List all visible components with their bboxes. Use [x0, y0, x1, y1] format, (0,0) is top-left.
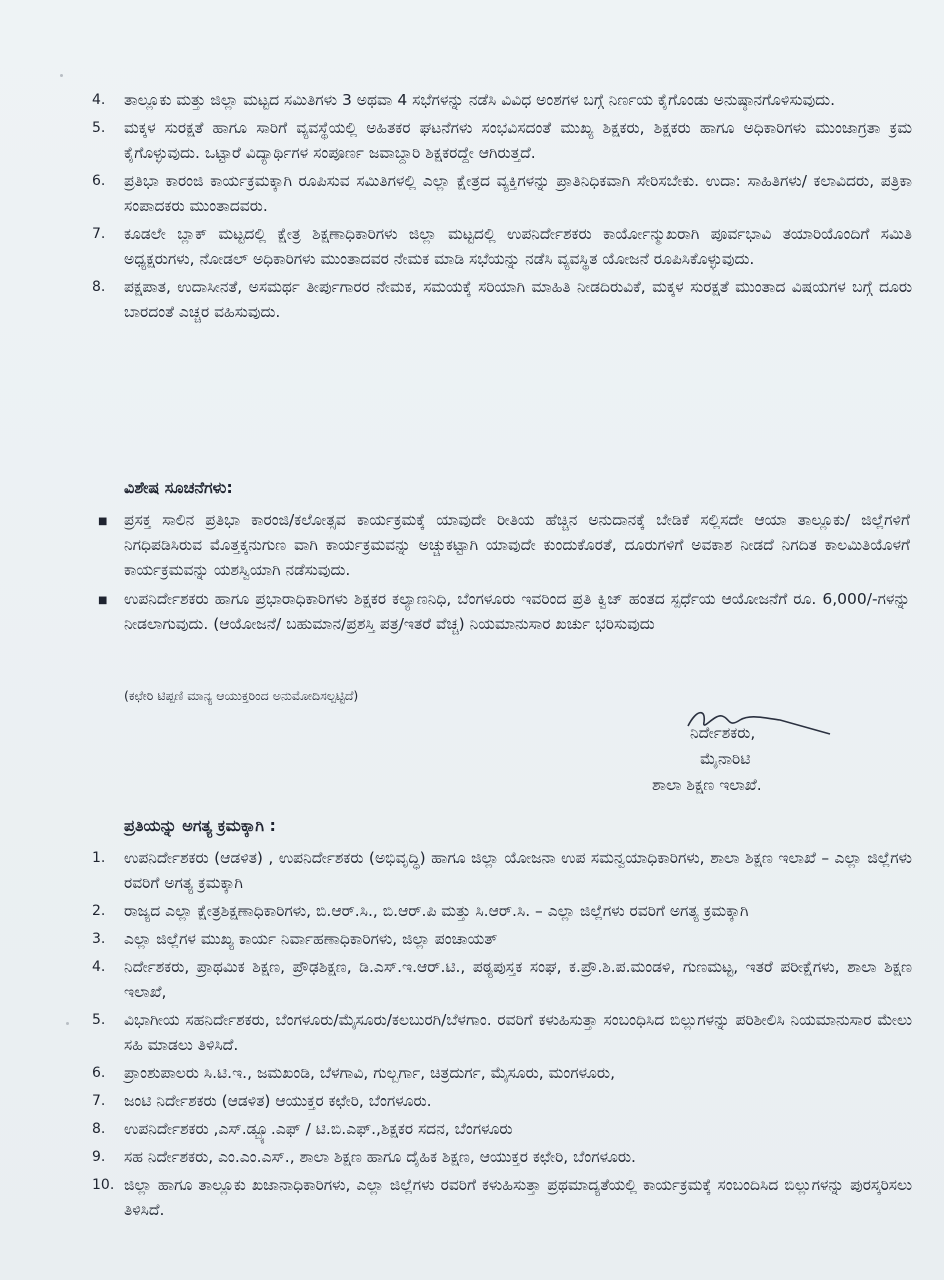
item-text: ಮಕ್ಕಳ ಸುರಕ್ಷತೆ ಹಾಗೂ ಸಾರಿಗೆ ವ್ಯವಸ್ಥೆಯಲ್ಲಿ ಅಹಿತಕರ ಘಟನೆಗಳು ಸಂಭವಿಸದಂತೆ ಮುಖ್ಯ ಶಿಕ್ಷಕರು, ಶಿಕ್ಷಕರು ಹಾಗೂ ಅಧಿಕಾರಿಗಳು ಮುಂಜಾಗ್ರತಾ ಕ್ರಮ ಕೈಗೊಳ್ಳುವುದು. ಒಟ್ಟಾರೆ ವಿದ್ಯಾರ್ಥಿಗಳ ಸಂಪೂರ್ಣ ಜವಾಬ್ದಾರಿ ಶಿಕ್ಷಕರದ್ದೇ ಆಗಿರುತ್ತದೆ.: [124, 119, 912, 162]
list-item: [92, 275, 912, 325]
item-number: 9.: [92, 1149, 106, 1165]
special-instructions-list: [98, 508, 910, 641]
item-text: ಕೂಡಲೇ ಬ್ಲಾಕ್ ಮಟ್ಟದಲ್ಲಿ ಕ್ಷೇತ್ರ ಶಿಕ್ಷಣಾಧಿಕಾರಿಗಳು ಜಿಲ್ಲಾ ಮಟ್ಟದಲ್ಲಿ ಉಪನಿರ್ದೇಶಕರು ಕಾರ್ಯೋನ್ಮುಖರಾಗಿ ಪೂರ್ವಭಾವಿ ತಯಾರಿಯೊಂದಿಗೆ ಸಮಿತಿ ಅಧ್ಯಕ್ಷರುಗಳು, ನೋಡಲ್ ಅಧಿಕಾರಿಗಳು ಮುಂತಾದವರ ನೇಮಕ ಮಾಡಿ ಸಭೆಯನ್ನು ನಡೆಸಿ ವ್ಯವಸ್ಥಿತ ಯೋಜನೆ ರೂಪಿಸಿಕೊಳ್ಳುವುದು.: [124, 225, 912, 268]
paper-speck: [60, 74, 63, 77]
item-text: ಜಿಲ್ಲಾ ಹಾಗೂ ತಾಲ್ಲೂಕು ಖಜಾನಾಧಿಕಾರಿಗಳು, ಎಲ್ಲಾ ಜಿಲ್ಲೆಗಳು ರವರಿಗೆ ಕಳುಹಿಸುತ್ತಾ ಪ್ರಥಮಾದ್ಯತೆಯಲ್ಲಿ ಕಾರ್ಯಕ್ರಮಕ್ಕೆ ಸಂಬಂದಿಸಿದ ಬಿಲ್ಲುಗಳನ್ನು ಪುರಸ್ಕರಿಸಲು ತಿಳಿಸಿದೆ.: [124, 1176, 912, 1219]
item-text: ಉಪನಿರ್ದೇಶಕರು (ಆಡಳಿತ) , ಉಪನಿರ್ದೇಶಕರು (ಅಭಿವೃದ್ಧಿ) ಹಾಗೂ ಜಿಲ್ಲಾ ಯೋಜನಾ ಉಪ ಸಮನ್ವಯಾಧಿಕಾರಿಗಳು, ಶಾಲಾ ಶಿಕ್ಷಣ ಇಲಾಖೆ – ಎಲ್ಲಾ ಜಿಲ್ಲೆಗಳು ರವರಿಗೆ ಅಗತ್ಯ ಕ್ರಮಕ್ಕಾಗಿ: [124, 849, 912, 892]
item-text: ಜಂಟಿ ನಿರ್ದೇಶಕರು (ಆಡಳಿತ) ಆಯುಕ್ತರ ಕಛೇರಿ, ಬೆಂಗಳೂರು.: [124, 1092, 432, 1110]
item-text: ಪ್ರಾಂಶುಪಾಲರು ಸಿ.ಟಿ.ಇ., ಜಮಖಂಡಿ, ಬೆಳಗಾವಿ, ಗುಲ್ಬರ್ಗಾ, ಚಿತ್ರದುರ್ಗ, ಮೈಸೂರು, ಮಂಗಳೂರು,: [124, 1064, 615, 1082]
item-number: 7.: [92, 226, 106, 242]
item-number: 6.: [92, 1065, 106, 1081]
list-item: [92, 955, 912, 1005]
item-text: ವಿಭಾಗೀಯ ಸಹನಿರ್ದೇಶಕರು, ಬೆಂಗಳೂರು/ಮೈಸೂರು/ಕಲಬುರಗಿ/ಬೆಳಗಾಂ. ರವರಿಗೆ ಕಳುಹಿಸುತ್ತಾ ಸಂಬಂಧಿಸಿದ ಬಿಲ್ಲುಗಳನ್ನು ಪರಿಶೀಲಿಸಿ ನಿಯಮಾನುಸಾರ ಮೇಲು ಸಹಿ ಮಾಡಲು ತಿಳಿಸಿದೆ.: [124, 1011, 912, 1054]
list-item: [92, 1061, 912, 1086]
bullet-marker-icon: ■: [98, 516, 108, 527]
item-number: 4.: [92, 92, 106, 108]
bullet-text: ಪ್ರಸಕ್ತ ಸಾಲಿನ ಪ್ರತಿಭಾ ಕಾರಂಜಿ/ಕಲೋತ್ಸವ ಕಾರ್ಯಕ್ರಮಕ್ಕೆ ಯಾವುದೇ ರೀತಿಯ ಹೆಚ್ಚಿನ ಅನುದಾನಕ್ಕೆ ಬೇಡಿಕೆ ಸಲ್ಲಿಸದೇ ಆಯಾ ತಾಲ್ಲೂಕು/ ಜಿಲ್ಲೆಗಳಿಗೆ ನಿಗಧಿಪಡಿಸಿರುವ ಮೊತ್ತಕ್ಕನುಗುಣ ವಾಗಿ ಕಾರ್ಯಕ್ರಮವನ್ನು ಅಚ್ಚುಕಟ್ಟಾಗಿ ಯಾವುದೇ ಕುಂದುಕೊರತೆ, ದೂರುಗಳಿಗೆ ಅವಕಾಶ ನೀಡದೆ ನಿಗದಿತ ಕಾಲಮಿತಿಯೊಳಗೆ ಕಾರ್ಯಕ್ರಮವನ್ನು ಯಶಸ್ವಿಯಾಗಿ ನಡೆಸುವುದು.: [124, 511, 910, 579]
bullet-text: ಉಪನಿರ್ದೇಶಕರು ಹಾಗೂ ಪ್ರಭಾರಾಧಿಕಾರಿಗಳು ಶಿಕ್ಷಕರ ಕಲ್ಯಾಣನಿಧಿ, ಬೆಂಗಳೂರು ಇವರಿಂದ ಪ್ರತಿ ಕ್ವಿಜ್ ಹಂತದ ಸ್ಪರ್ಧೆಯ ಆಯೋಜನೆಗೆ ರೂ. 6,000/-ಗಳನ್ನು ನೀಡಲಾಗುವುದು. (ಆಯೋಜನೆ/ ಬಹುಮಾನ/ಪ್ರಶಸ್ತಿ ಪತ್ರ/ಇತರೆ ವೆಚ್ಚ) ನಿಯಮಾನುಸಾರ ಖರ್ಚು ಭರಿಸುವುದು: [124, 590, 910, 633]
bullet-marker-icon: ■: [98, 595, 108, 606]
item-number: 7.: [92, 1093, 106, 1109]
item-text: ತಾಲ್ಲೂಕು ಮತ್ತು ಜಿಲ್ಲಾ ಮಟ್ಟದ ಸಮಿತಿಗಳು 3 ಅಥವಾ 4 ಸಭೆಗಳನ್ನು ನಡೆಸಿ ವಿವಿಧ ಅಂಶಗಳ ಬಗ್ಗೆ ನಿರ್ಣಯ ಕೈಗೊಂಡು ಅನುಷ್ಠಾನಗೊಳಿಸುವುದು.: [124, 91, 835, 109]
signatory-unit: ಮೈನಾರಿಟಿ: [700, 750, 751, 768]
list-item: [92, 1173, 912, 1223]
item-number: 8.: [92, 279, 106, 295]
special-instructions-heading: ವಿಶೇಷ ಸೂಚನೆಗಳು:: [124, 478, 233, 497]
instruction-list: [92, 88, 912, 328]
list-item: [92, 1117, 912, 1142]
bullet-item: [98, 508, 910, 583]
item-text: ಸಹ ನಿರ್ದೇಶಕರು, ಎಂ.ಎಂ.ಎಸ್., ಶಾಲಾ ಶಿಕ್ಷಣ ಹಾಗೂ ದೈಹಿಕ ಶಿಕ್ಷಣ, ಆಯುಕ್ತರ ಕಛೇರಿ, ಬೆಂಗಳೂರು.: [124, 1148, 636, 1166]
list-item: [92, 1089, 912, 1114]
item-text: ಪಕ್ಷಪಾತ, ಉದಾಸೀನತೆ, ಅಸಮರ್ಥ ತೀರ್ಪುಗಾರರ ನೇಮಕ, ಸಮಯಕ್ಕೆ ಸರಿಯಾಗಿ ಮಾಹಿತಿ ನೀಡದಿರುವಿಕೆ, ಮಕ್ಕಳ ಸುರಕ್ಷತೆ ಮುಂತಾದ ವಿಷಯಗಳ ಬಗ್ಗೆ ದೂರು ಬಾರದಂತೆ ಎಚ್ಚರ ವಹಿಸುವುದು.: [124, 278, 912, 321]
item-number: 3.: [92, 931, 106, 947]
list-item: [92, 222, 912, 272]
list-item: [92, 846, 912, 896]
signatory-department: ಶಾಲಾ ಶಿಕ್ಷಣ ಇಲಾಖೆ.: [652, 776, 762, 794]
item-number: 10.: [92, 1177, 115, 1193]
list-item: [92, 1145, 912, 1170]
list-item: [92, 899, 912, 924]
copy-to-list: [92, 846, 912, 1226]
list-item: [92, 88, 912, 113]
item-number: 8.: [92, 1121, 106, 1137]
item-number: 6.: [92, 173, 106, 189]
paper-speck: [66, 1022, 69, 1025]
item-number: 2.: [92, 903, 106, 919]
item-text: ಪ್ರತಿಭಾ ಕಾರಂಜಿ ಕಾರ್ಯಕ್ರಮಕ್ಕಾಗಿ ರೂಪಿಸುವ ಸಮಿತಿಗಳಲ್ಲಿ ಎಲ್ಲಾ ಕ್ಷೇತ್ರದ ವ್ಯಕ್ತಿಗಳನ್ನು ಪ್ರಾತಿನಿಧಿಕವಾಗಿ ಸೇರಿಸಬೇಕು. ಉದಾ: ಸಾಹಿತಿಗಳು/ ಕಲಾವಿದರು, ಪತ್ರಿಕಾ ಸಂಪಾದಕರು ಮುಂತಾದವರು.: [124, 172, 912, 215]
item-number: 1.: [92, 850, 106, 866]
signatory-title: ನಿರ್ದೇಶಕರು,: [690, 724, 756, 742]
item-text: ಎಲ್ಲಾ ಜಿಲ್ಲೆಗಳ ಮುಖ್ಯ ಕಾರ್ಯ ನಿರ್ವಾಹಣಾಧಿಕಾರಿಗಳು, ಜಿಲ್ಲಾ ಪಂಚಾಯತ್: [124, 930, 498, 948]
item-number: 4.: [92, 959, 106, 975]
item-text: ನಿರ್ದೇಶಕರು, ಪ್ರಾಥಮಿಕ ಶಿಕ್ಷಣ, ಪ್ರೌಢಶಿಕ್ಷಣ, ಡಿ.ಎಸ್.ಇ.ಆರ್.ಟಿ., ಪಠ್ಯಪುಸ್ತಕ ಸಂಘ, ಕ.ಪ್ರೌ.ಶಿ.ಪ.ಮಂಡಳಿ, ಗುಣಮಟ್ಟ, ಇತರೆ ಪರೀಕ್ಷೆಗಳು, ಶಾಲಾ ಶಿಕ್ಷಣ ಇಲಾಖೆ,: [124, 958, 912, 1001]
list-item: [92, 1008, 912, 1058]
bullet-item: [98, 587, 910, 637]
list-item: [92, 169, 912, 219]
list-item: [92, 116, 912, 166]
item-text: ಉಪನಿರ್ದೇಶಕರು ,ಎಸ್.ಡ್ಬ್ಯೂ.ಎಫ್ / ಟಿ.ಬಿ.ಎಫ್.,ಶಿಕ್ಷಕರ ಸದನ, ಬೆಂಗಳೂರು: [124, 1120, 513, 1138]
item-number: 5.: [92, 120, 106, 136]
item-text: ರಾಜ್ಯದ ಎಲ್ಲಾ ಕ್ಷೇತ್ರಶಿಕ್ಷಣಾಧಿಕಾರಿಗಳು, ಬಿ.ಆರ್.ಸಿ., ಬಿ.ಆರ್.ಪಿ ಮತ್ತು ಸಿ.ಆರ್.ಸಿ. – ಎಲ್ಲಾ ಜಿಲ್ಲೆಗಳು ರವರಿಗೆ ಅಗತ್ಯ ಕ್ರಮಕ್ಕಾಗಿ: [124, 902, 749, 920]
list-item: [92, 927, 912, 952]
copy-to-heading: ಪ್ರತಿಯನ್ನು ಅಗತ್ಯ ಕ್ರಮಕ್ಕಾಗಿ :: [124, 816, 276, 835]
item-number: 5.: [92, 1012, 106, 1028]
approval-note: (ಕಛೇರಿ ಟಿಪ್ಪಣಿ ಮಾನ್ಯ ಆಯುಕ್ತರಿಂದ ಅನುಮೋದಿಸಲ್ಪಟ್ಟಿದೆ): [124, 688, 359, 703]
